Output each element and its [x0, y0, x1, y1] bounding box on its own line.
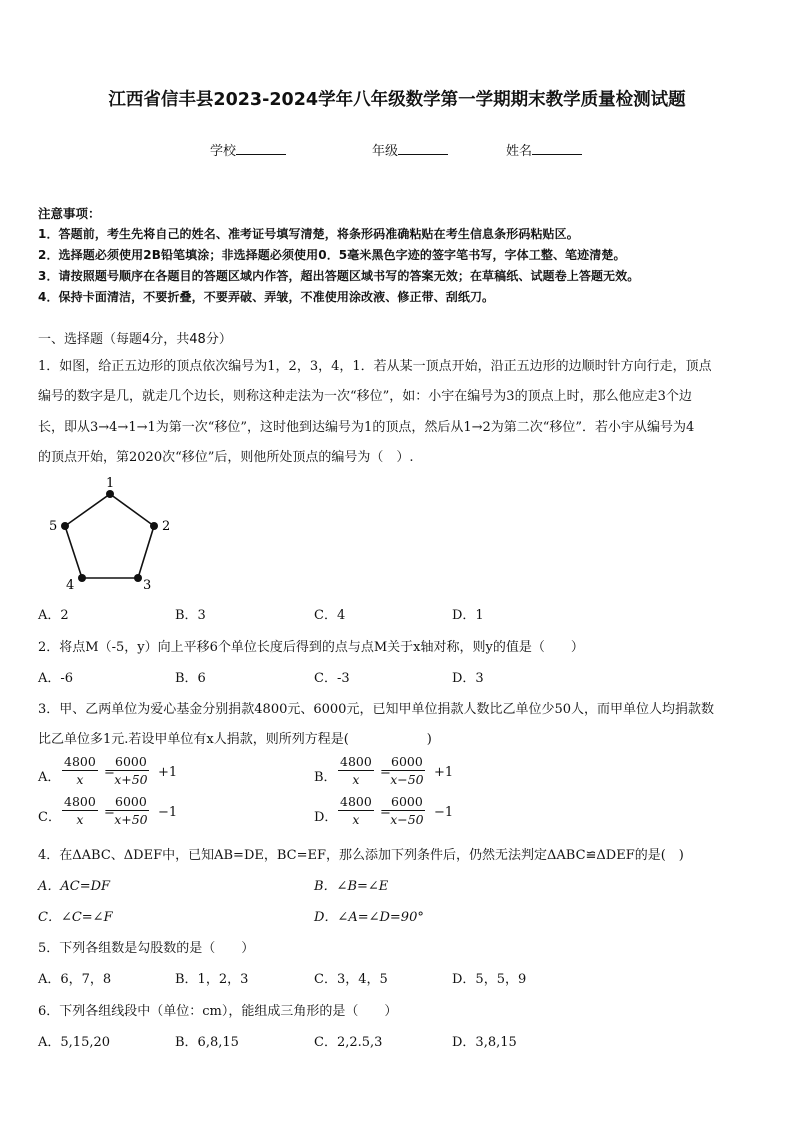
q6-option-b[interactable]: B．6,8,15 — [175, 1035, 239, 1050]
vertex-point-4 — [78, 574, 86, 582]
vertex-label-3: 3 — [143, 578, 152, 593]
q3-b-equals: = — [380, 765, 391, 780]
q3-c-tail: −1 — [158, 805, 178, 820]
q5-text: 5．下列各组数是勾股数的是（ ） — [38, 941, 255, 956]
q1-line-3: 长，即从3→4→1→1为第一次“移位”，这时他到达编号为1的顶点，然后从1→2为第二次“移位”．若小宇从编号为4 — [38, 420, 695, 435]
q5-option-b[interactable]: B．1，2，3 — [175, 972, 249, 987]
q6-option-c[interactable]: C．2,2.5,3 — [314, 1035, 383, 1050]
note-item-1: 1．答题前，考生先将自己的姓名、准考证号填写清楚，将条形码准确粘贴在考生信息条形码粘贴区。 — [38, 227, 579, 241]
q3-a-tail: +1 — [158, 765, 178, 780]
q2-text: 2．将点M（-5，y）向上平移6个单位长度后得到的点与点M关于x轴对称，则y的值是（ ） — [38, 640, 584, 655]
page-title: 江西省信丰县2023-2024学年八年级数学第一学期期末教学质量检测试题 — [108, 90, 686, 110]
q3-a-equals: = — [104, 765, 115, 780]
q3-c-frac-right: $\frac{6000}{x+50}$ — [114, 794, 148, 827]
q3-line-2: 比乙单位多1元.若设甲单位有x人捐款，则所列方程是( ) — [38, 732, 432, 747]
note-item-4: 4．保持卡面清洁，不要折叠，不要弄破、弄皱，不准使用涂改液、修正带、刮纸刀。 — [38, 290, 495, 304]
q2-option-c[interactable]: C．-3 — [314, 671, 350, 686]
vertex-label-2: 2 — [162, 519, 171, 534]
q6-option-a[interactable]: A．5,15,20 — [38, 1035, 111, 1050]
q4-text: 4．在ΔABC、ΔDEF中，已知AB=DE，BC=EF，那么添加下列条件后，仍然无法判定ΔABC≌ΔDEF的是( ) — [38, 848, 684, 863]
q3-d-frac-right: $\frac{6000}{x-50}$ — [390, 794, 424, 827]
school-field[interactable]: 学校 — [210, 140, 286, 159]
note-item-2: 2．选择题必须使用2B铅笔填涂；非选择题必须使用0．5毫米黑色字迹的签字笔书写，字体工整、笔迹清楚。 — [38, 248, 626, 262]
q5-option-a[interactable]: A．6，7，8 — [38, 972, 112, 987]
q1-option-d[interactable]: D．1 — [452, 608, 484, 623]
q2-option-a[interactable]: A．-6 — [38, 671, 74, 686]
name-field[interactable]: 姓名 — [506, 140, 582, 159]
q3-option-c-label: C． — [38, 810, 61, 825]
grade-field[interactable]: 年级 — [372, 140, 448, 159]
q3-b-tail: +1 — [434, 765, 454, 780]
section-heading: 一、选择题（每题4分，共48分） — [38, 332, 232, 347]
q1-line-2: 编号的数字是几，就走几个边长，则称这种走法为一次“移位”，如：小宇在编号为3的顶点上时，那么他应走3个边 — [38, 389, 692, 404]
q3-d-frac-left: $\frac{4800}{x}$ — [340, 794, 372, 827]
q4-option-b[interactable]: B．∠B=∠E — [314, 879, 389, 894]
pentagon-outline — [65, 494, 154, 578]
q3-option-a-label: A． — [38, 770, 61, 785]
q5-option-d[interactable]: D．5，5，9 — [452, 972, 527, 987]
q6-text: 6．下列各组线段中（单位：cm），能组成三角形的是（ ） — [38, 1004, 398, 1019]
q3-a-frac-right: $\frac{6000}{x+50}$ — [114, 754, 148, 787]
vertex-point-2 — [150, 522, 158, 530]
q2-option-d[interactable]: D．3 — [452, 671, 484, 686]
q3-line-1: 3．甲、乙两单位为爱心基金分别捐款4800元、6000元，已知甲单位捐款人数比乙单位少50人，而甲单位人均捐款数 — [38, 702, 714, 717]
vertex-label-4: 4 — [66, 578, 75, 593]
q1-option-a[interactable]: A．2 — [38, 608, 69, 623]
q3-a-frac-left: $\frac{4800}{x}$ — [64, 754, 96, 787]
q3-option-d-label: D． — [314, 810, 338, 825]
q3-b-frac-right: $\frac{6000}{x-50}$ — [390, 754, 424, 787]
q5-option-c[interactable]: C．3，4，5 — [314, 972, 388, 987]
q1-line-4: 的顶点开始，第2020次“移位”后，则他所处顶点的编号为（ ）. — [38, 450, 414, 465]
q6-option-d[interactable]: D．3,8,15 — [452, 1035, 517, 1050]
vertex-point-5 — [61, 522, 69, 530]
q3-option-b-label: B． — [314, 770, 337, 785]
pentagon-figure — [40, 472, 180, 596]
notes-heading: 注意事项： — [38, 206, 101, 221]
q3-c-equals: = — [104, 805, 115, 820]
q1-option-b[interactable]: B．3 — [175, 608, 206, 623]
q1-line-1: 1．如图，给正五边形的顶点依次编号为1，2，3，4，1．若从某一顶点开始，沿正五边形的边顺时针方向行走，顶点 — [38, 359, 712, 374]
vertex-label-1: 1 — [106, 476, 115, 491]
q1-option-c[interactable]: C．4 — [314, 608, 346, 623]
vertex-point-1 — [106, 490, 114, 498]
q4-option-a[interactable]: A．AC=DF — [38, 879, 111, 894]
q2-option-b[interactable]: B．6 — [175, 671, 206, 686]
vertex-point-3 — [134, 574, 142, 582]
q3-d-equals: = — [380, 805, 391, 820]
q4-option-d[interactable]: D．∠A=∠D=90° — [314, 910, 424, 925]
q3-c-frac-left: $\frac{4800}{x}$ — [64, 794, 96, 827]
q3-b-frac-left: $\frac{4800}{x}$ — [340, 754, 372, 787]
q4-option-c[interactable]: C．∠C=∠F — [38, 910, 113, 925]
vertex-label-5: 5 — [49, 519, 58, 534]
q3-d-tail: −1 — [434, 805, 454, 820]
note-item-3: 3．请按照题号顺序在各题目的答题区域内作答，超出答题区域书写的答案无效；在草稿纸、试题卷上答题无效。 — [38, 269, 640, 283]
